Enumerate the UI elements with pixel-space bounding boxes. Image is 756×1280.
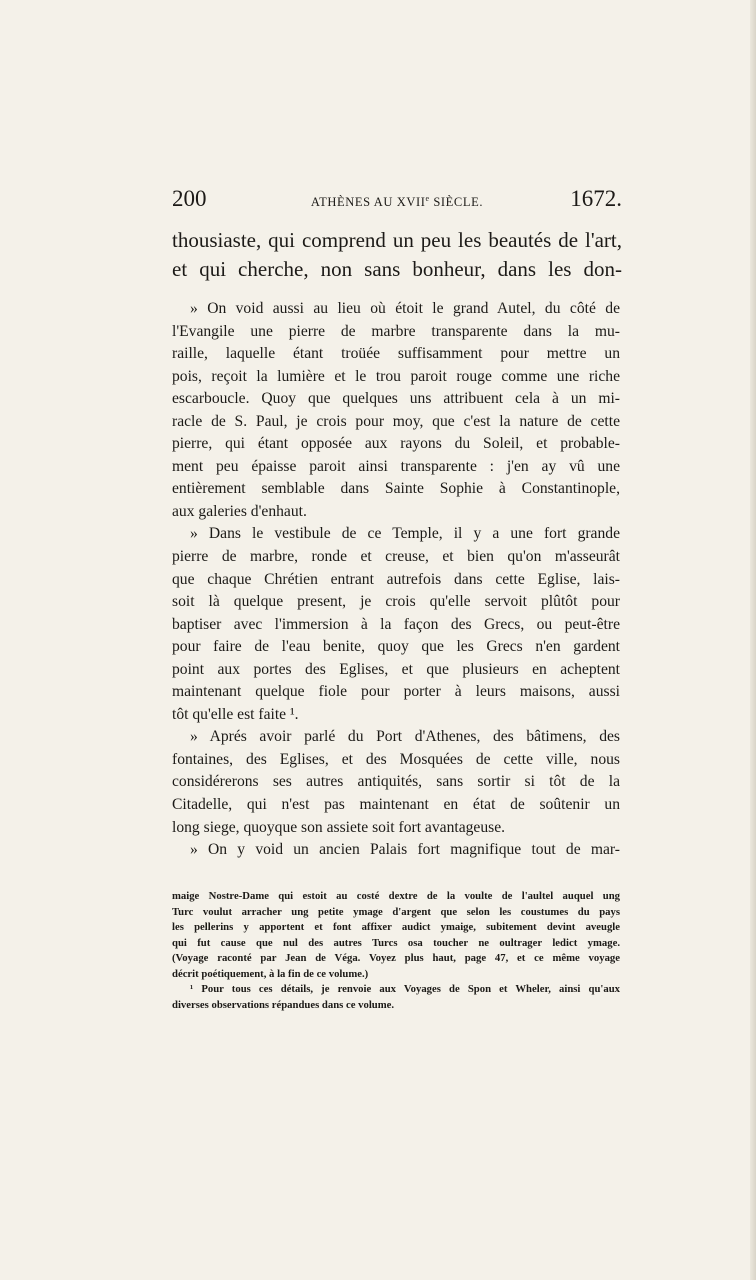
text-line: tôt qu'elle est faite ¹. bbox=[172, 705, 299, 723]
footnote-line: les pellerins y apportent et font affixer audict ymaige, subitement devint aveugle bbox=[172, 921, 620, 933]
text-line: entièrement semblable dans Sainte Sophie à Constantinople, bbox=[172, 480, 620, 498]
footnote-line: Turc voulut arracher ung petite ymage d'argent que selon les coustumes du pays bbox=[172, 905, 620, 918]
text-line: que chaque Chrétien entrant autrefois dans cette Eglise, lais- bbox=[172, 570, 620, 588]
text-line: maintenant quelque fiole pour porter à leurs maisons, aussi bbox=[172, 683, 620, 701]
text-line: » On y void un ancien Palais fort magnifique tout de mar- bbox=[190, 841, 620, 859]
text-line: long siege, quoyque son assiete soit fort avantageuse. bbox=[172, 818, 506, 836]
text-line: l'Evangile une pierre de marbre transparente dans la mu- bbox=[172, 322, 620, 340]
quoted-passage bbox=[172, 298, 620, 862]
text-line: racle de S. Paul, je crois pour moy, que c'est la nature de cette bbox=[172, 412, 620, 430]
text-line: raille, laquelle étant troüée suffisamment pour mettre un bbox=[172, 345, 620, 363]
running-title: ATHÈNES AU XVIIe SIÈCLE. bbox=[310, 194, 484, 210]
text-line: thousiaste, qui comprend un peu les beautés de l'art, bbox=[172, 228, 622, 252]
running-header bbox=[172, 186, 622, 218]
text-line: et qui cherche, non sans bonheur, dans les don- bbox=[172, 256, 622, 281]
text-line: escarboucle. Quoy que quelques uns attribuent cela à un mi- bbox=[172, 390, 620, 408]
text-line: » On void aussi au lieu où étoit le grand Autel, du côté de bbox=[190, 300, 620, 317]
text-line: considérerons ses autres antiquités, sans sortir si tôt de la bbox=[172, 773, 620, 791]
text-line: pour faire de l'eau benite, quoy que les Grecs n'en gardent bbox=[172, 638, 620, 656]
text-line: Citadelle, qui n'est pas maintenant en état de soûtenir un bbox=[172, 796, 620, 814]
text-line: pois, reçoit la lumière et le trou paroit rouge comme une riche bbox=[172, 367, 620, 385]
footnotes bbox=[172, 889, 620, 1013]
text-line: » Dans le vestibule de ce Temple, il y a une fort grande bbox=[190, 525, 620, 543]
text-line: pierre de marbre, ronde et creuse, et bien qu'on m'asseurât bbox=[172, 548, 620, 566]
text-line: fontaines, des Eglises, et des Mosquées de cette ville, nous bbox=[172, 750, 620, 768]
text-line: baptiser avec l'immersion à la façon des Grecs, ou peut-être bbox=[172, 615, 620, 633]
text-line: pierre, qui étant opposée aux rayons du Soleil, et probable- bbox=[172, 435, 620, 453]
text-line: soit là quelque present, je crois qu'elle servoit plûtôt pour bbox=[172, 593, 620, 611]
text-line: » Aprés avoir parlé du Port d'Athenes, des bâtimens, des bbox=[190, 728, 620, 746]
footnote-line: qui fut cause que nul des autres Turcs osa toucher ne oultrager ledict ymage. bbox=[172, 936, 620, 949]
lead-paragraph bbox=[172, 226, 622, 283]
page-number: 200 bbox=[172, 186, 207, 211]
text-line: aux galeries d'enhaut. bbox=[172, 502, 307, 520]
text-line: point aux portes des Eglises, et que plusieurs en acheptent bbox=[172, 660, 620, 678]
footnote-line: (Voyage raconté par Jean de Véga. Voyez plus haut, page 47, et ce même voyage bbox=[172, 952, 620, 964]
footnote-line: diverses observations répandues dans ce volume. bbox=[172, 998, 395, 1011]
footnote-line: ¹ Pour tous ces détails, je renvoie aux Voyages de Spon et Wheler, ainsi qu'aux bbox=[190, 983, 620, 995]
page-edge bbox=[750, 0, 756, 1280]
footnote-line: maige Nostre-Dame qui estoit au costé dextre de la voulte de l'aultel auquel ung bbox=[172, 890, 620, 902]
footnote-line: décrit poétiquement, à la fin de ce volume.) bbox=[172, 967, 369, 980]
text-line: ment peu épaisse paroit ainsi transparente : j'en ay vû une bbox=[172, 457, 620, 475]
year: 1672. bbox=[570, 186, 622, 211]
